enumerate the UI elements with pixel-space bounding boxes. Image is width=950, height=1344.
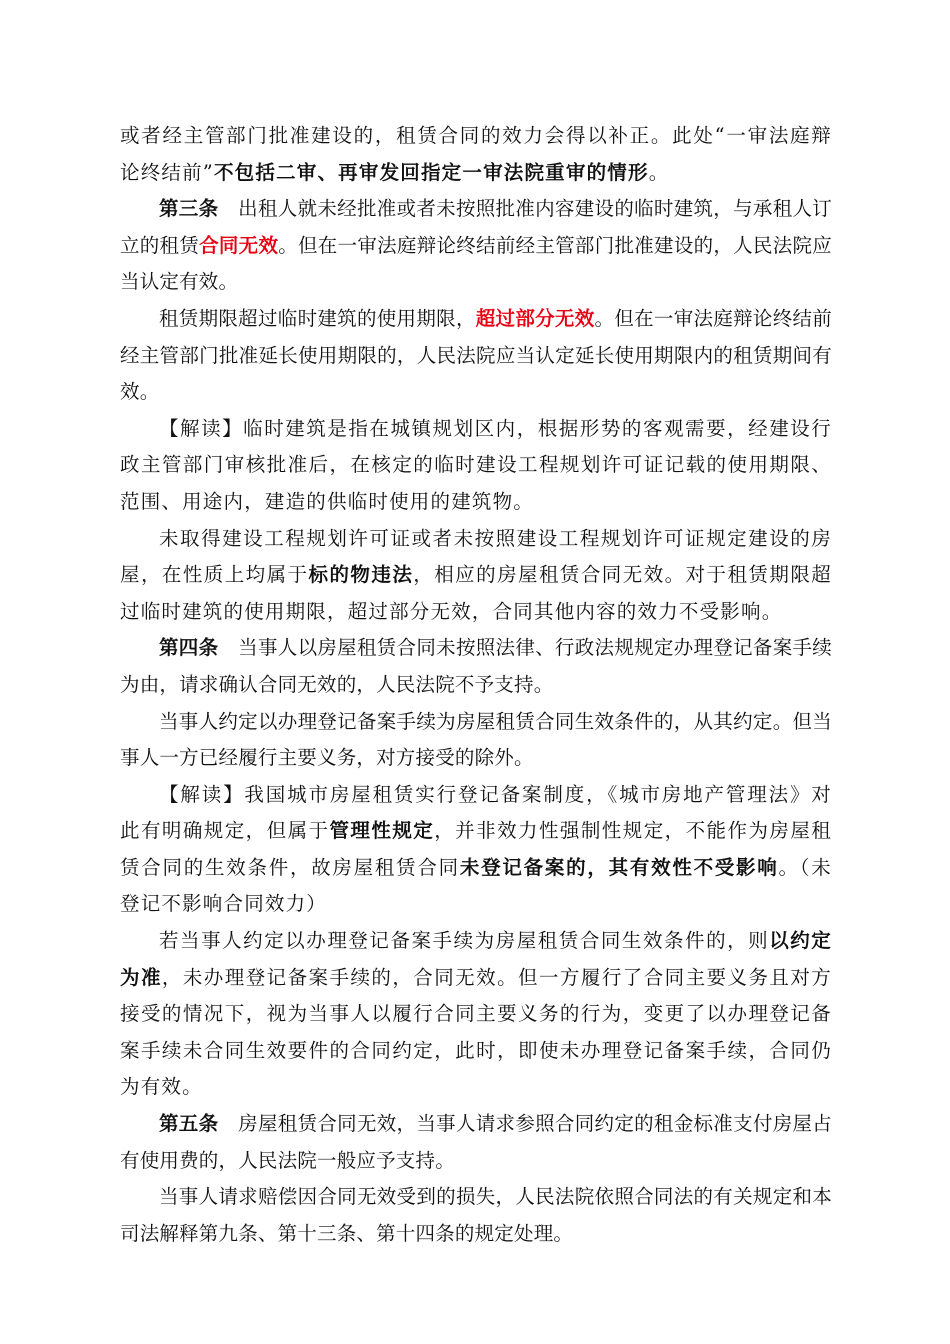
bold-text: 管理性规定: [329, 819, 435, 843]
bold-text: 第四条: [159, 636, 219, 660]
bold-text: 以约定为准: [120, 929, 832, 989]
paragraph: [120, 118, 832, 191]
text-run: 【解读】临时建筑是指在城镇规划区内，根据形势的客观需要，经建设行政主管部门审核批准后，在核定的临时建设工程规划许可证记载的使用期限、范围、用途内，建造的供临时使用的建筑物。: [120, 416, 832, 513]
article-4-paragraph: [120, 630, 832, 703]
text-run: ，相应的房屋租赁合同无效。对于租赁期限超过临时建筑的使用期限，超过部分无效，合同其他内容的效力不受影响。: [120, 563, 832, 623]
text-run: 当事人约定以办理登记备案手续为房屋租赁合同生效条件的，从其约定。但当事人一方已经履行主要义务，对方接受的除外。: [120, 709, 832, 770]
interpretation-paragraph: [120, 777, 832, 923]
text-run: ，未办理登记备案手续的，合同无效。但一方履行了合同主要义务且对方接受的情况下，视为当事人以履行合同主要义务的行为，变更了以办理登记备案手续未合同生效要件的合同约定，此时，即使未办理登记备案手续，合同仍为有效。: [120, 965, 832, 1099]
text-run: 【解读】我国城市房屋租赁实行登记备案制度，《城市房地产管理法》对此有明确规定，但属于: [120, 782, 832, 843]
text-run: 。（未登记不影响合同效力）: [120, 855, 832, 916]
paragraph: [120, 301, 832, 411]
highlight-text: 合同无效: [199, 233, 279, 257]
paragraph: [120, 521, 832, 631]
text-run: 未取得建设工程规划许可证或者未按照建设工程规划许可证规定建设的房屋，在性质上均属于: [120, 526, 832, 587]
text-run: 。但在一审法庭辩论终结前经主管部门批准延长使用期限的，人民法院应当认定延长使用期限内的租赁期间有效。: [120, 306, 832, 404]
bold-text: 第三条: [159, 197, 219, 221]
text-run: 当事人请求赔偿因合同无效受到的损失，人民法院依照合同法的有关规定和本司法解释第九条、第十三条、第十四条的规定处理。: [120, 1185, 832, 1245]
interpretation-paragraph: [120, 411, 832, 521]
highlight-text: 超过部分无效: [475, 306, 595, 330]
text-run: 租赁期限超过临时建筑的使用期限，: [159, 306, 476, 330]
text-run: 或者经主管部门批准建设的，租赁合同的效力会得以补正。此处“一审法庭辩论终结前”: [120, 124, 832, 184]
text-run: ，并非效力性强制性规定，不能作为房屋租赁合同的生效条件，故房屋租赁合同: [120, 819, 832, 879]
article-5-paragraph: [120, 1106, 832, 1179]
bold-text: 第五条: [159, 1112, 219, 1136]
paragraph: [120, 704, 832, 777]
text-run: 。: [648, 160, 670, 184]
text-run: 若当事人约定以办理登记备案手续为房屋租赁合同生效条件的，则: [159, 929, 770, 953]
bold-text: 未登记备案的，其有效性不受影响: [459, 855, 779, 879]
text-run: 房屋租赁合同无效，当事人请求参照合同约定的租金标准支付房屋占有使用费的，人民法院一般应予支持。: [120, 1112, 832, 1172]
bold-text: 不包括二审、再审发回指定一审法院重审的情形: [213, 160, 649, 184]
text-run: 出租人就未经批准或者未按照批准内容建设的临时建筑，与承租人订立的租赁: [120, 197, 832, 257]
paragraph: [120, 923, 832, 1106]
bold-text: 标的物违法: [308, 563, 414, 587]
paragraph: [120, 1179, 832, 1252]
document-body: [120, 118, 832, 1252]
article-3-paragraph: [120, 191, 832, 301]
text-run: 。但在一审法庭辩论终结前经主管部门批准建设的，人民法院应当认定有效。: [120, 233, 832, 294]
text-run: 当事人以房屋租赁合同未按照法律、行政法规规定办理登记备案手续为由，请求确认合同无效的，人民法院不予支持。: [120, 636, 832, 696]
